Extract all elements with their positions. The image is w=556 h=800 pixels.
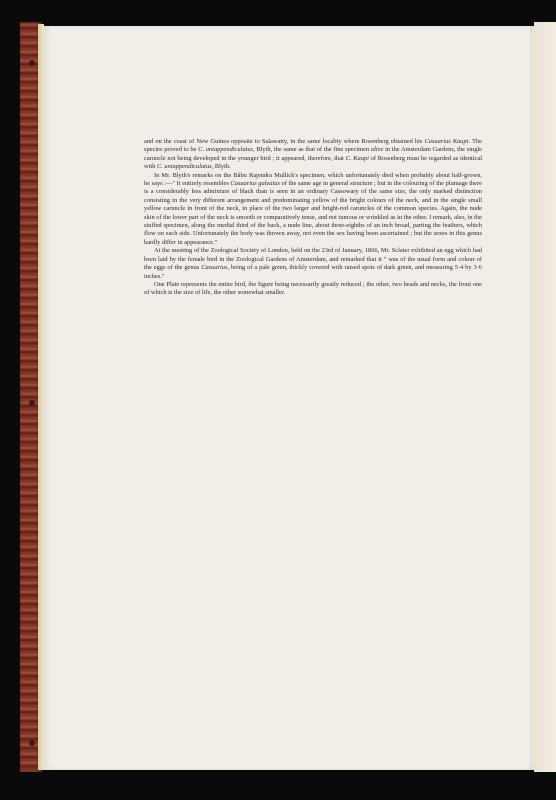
body-text xyxy=(144,138,482,298)
italic-run: alive xyxy=(370,146,384,154)
binding-stitch xyxy=(29,400,35,406)
paragraph-3 xyxy=(144,247,482,281)
facing-page-edge xyxy=(534,22,556,772)
text-run: of Rosenberg must be regarded as identical with xyxy=(144,154,482,171)
paragraph-4 xyxy=(144,281,482,298)
text-run: , Blyth. xyxy=(211,163,231,171)
italic-run: C. Kaupi xyxy=(345,154,369,162)
text-run: and on the coast of New Guinea opposite to Salawatty, in the same locality where Rosenberg obtained his xyxy=(144,138,425,145)
italic-run: Casuarius xyxy=(201,264,228,272)
italic-run: C. uniappendiculatus xyxy=(198,146,254,154)
gutter-shadow xyxy=(530,24,536,770)
text-run: of the same age in general structure ; but in the colouring of the plumage there is a considerably less admixture of black than is seen in an ordinary Cassowary of the same size, the only marked distinction consisting in the very different arrangement and predominating yellow of the bright colours of the neck, and in the single small yellow caruncle in front of the neck, in place of the two larger and bright-red caruncles of the common species. Again, the nude skin of the lower part of the neck is smooth or comparatively tense, and not tumous or wrinkled as in the other. I remark, also, in the stuffed specimen, along the medial third of the back, a nude line, about three-eighths of an inch broad, parting the feathers, which flow on each side. Unfortunately the body was thrown away, not even the sex having been ascertained ; but the sexes in this genus hardly differ in appearance." xyxy=(144,180,482,246)
text-run: in the Amsterdam Gardens, the single caruncle not being developed in the younger bird ; it appeared, therefore, that xyxy=(144,146,482,162)
paragraph-1 xyxy=(144,138,482,172)
binding-stitch xyxy=(29,60,35,66)
italic-run: C. uniappendiculatus xyxy=(156,163,212,171)
text-run: At the meeting of the Zoological Society of London, held on the 23rd of January, 1866, Mr. Sclater exhibited an egg which had been laid by the female bird in the Zoological Gardens of Amsterdam, and remarked that it " was of the usual form and colour of the eggs of the genus xyxy=(144,247,482,272)
text-run: In Mr. Blyth's remarks on the Bâbu Rajendra Mullick's specimen, which unfortunately died when probably about half-grown, he says :—" It entirely resembles xyxy=(144,171,482,188)
text-run: . The species proved to be xyxy=(144,138,482,154)
italic-run: Casuarius galeatus xyxy=(230,180,280,188)
text-run: , being of a pale green, thickly covered with raised spots of dark green, and measuring 5·4 by 3·6 inches." xyxy=(144,264,482,280)
text-run: One Plate represents the entire bird, the figure being necessarily greatly reduced ; the other, two heads and necks, the front one of which is the size of life, the other somewhat smaller. xyxy=(144,280,482,297)
paragraph-2 xyxy=(144,172,482,248)
text-run: , Blyth, the same as that of the fine specimen xyxy=(253,146,371,154)
italic-run: Casuarius Kaupi xyxy=(424,138,469,145)
binding-stitch xyxy=(29,740,35,746)
